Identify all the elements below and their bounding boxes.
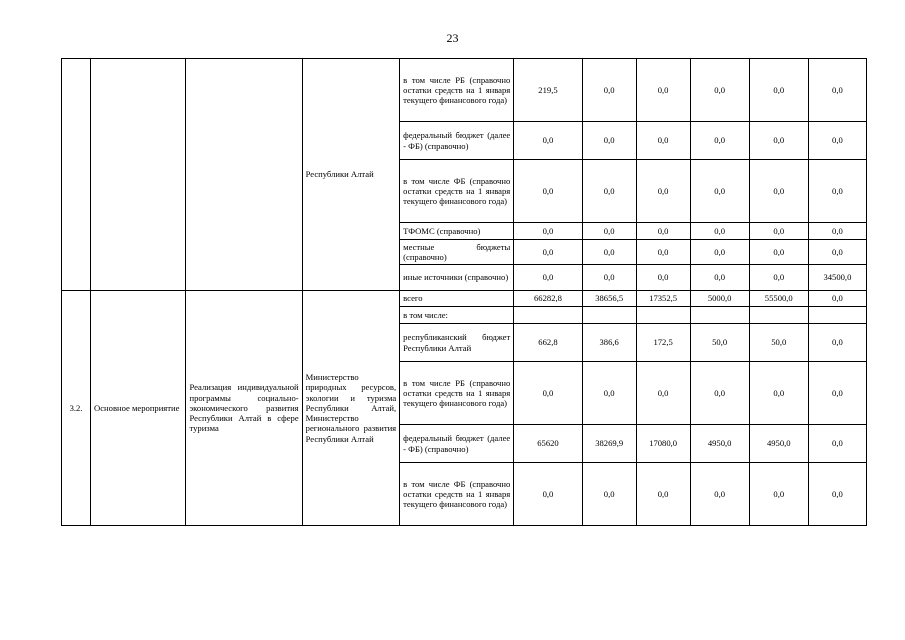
value-cell: 0,0 — [749, 240, 808, 265]
value-cell: 0,0 — [690, 265, 749, 291]
value-cell: 0,0 — [514, 122, 582, 160]
value-cell: 0,0 — [582, 59, 636, 122]
value-cell: 0,0 — [808, 160, 866, 223]
value-cell: 0,0 — [749, 122, 808, 160]
number-cell-empty — [62, 59, 91, 291]
value-cell: 17352,5 — [636, 291, 690, 307]
value-cell: 0,0 — [749, 463, 808, 526]
value-cell: 0,0 — [690, 122, 749, 160]
activity-name: Реализация индивидуальной программы социально-экономического развития Республики Алтай в сфере туризма — [186, 291, 302, 526]
funding-source-cell: федеральный бюджет (далее - ФБ) (справочно) — [400, 425, 514, 463]
value-cell: 0,0 — [514, 223, 582, 240]
value-cell: 0,0 — [636, 265, 690, 291]
value-cell: 0,0 — [808, 122, 866, 160]
value-cell: 0,0 — [808, 425, 866, 463]
value-cell: 38656,5 — [582, 291, 636, 307]
executor-text: Республики Алтай — [305, 169, 374, 180]
value-cell: 0,0 — [514, 362, 582, 425]
funding-source-cell: в том числе: — [400, 307, 514, 324]
value-cell — [808, 307, 866, 324]
value-cell: 0,0 — [636, 362, 690, 425]
budget-table — [61, 58, 867, 526]
value-cell: 0,0 — [514, 240, 582, 265]
funding-source-cell: в том числе РБ (справочно остатки средств на 1 января текущего финансового года) — [400, 59, 514, 122]
value-cell: 0,0 — [636, 240, 690, 265]
value-cell: 0,0 — [582, 265, 636, 291]
value-cell: 662,8 — [514, 324, 582, 362]
value-cell: 0,0 — [690, 59, 749, 122]
funding-source-cell: республиканский бюджет Республики Алтай — [400, 324, 514, 362]
funding-source-cell: в том числе РБ (справочно остатки средств на 1 января текущего финансового года) — [400, 362, 514, 425]
value-cell: 172,5 — [636, 324, 690, 362]
value-cell: 0,0 — [582, 223, 636, 240]
value-cell: 0,0 — [808, 291, 866, 307]
value-cell: 65620 — [514, 425, 582, 463]
continued-block — [62, 59, 867, 291]
value-cell: 0,0 — [690, 463, 749, 526]
value-cell: 386,6 — [582, 324, 636, 362]
name-cell-empty — [186, 59, 302, 291]
funding-source-cell: в том числе ФБ (справочно остатки средств на 1 января текущего финансового года) — [400, 160, 514, 223]
value-cell: 0,0 — [690, 240, 749, 265]
value-cell: 0,0 — [636, 59, 690, 122]
value-cell: 34500,0 — [808, 265, 866, 291]
value-cell: 0,0 — [514, 160, 582, 223]
value-cell: 0,0 — [808, 223, 866, 240]
value-cell: 0,0 — [808, 240, 866, 265]
value-cell: 0,0 — [808, 324, 866, 362]
value-cell — [690, 307, 749, 324]
activity-block-3-2 — [62, 291, 867, 526]
table-row — [62, 291, 867, 307]
activity-number: 3.2. — [62, 291, 91, 526]
value-cell: 0,0 — [636, 160, 690, 223]
value-cell: 0,0 — [514, 265, 582, 291]
value-cell: 5000,0 — [690, 291, 749, 307]
executor-cell — [302, 59, 400, 291]
value-cell: 0,0 — [582, 160, 636, 223]
value-cell: 0,0 — [690, 160, 749, 223]
funding-source-cell: местные бюджеты (справочно) — [400, 240, 514, 265]
value-cell: 0,0 — [636, 223, 690, 240]
funding-source-cell: федеральный бюджет (далее - ФБ) (справочно) — [400, 122, 514, 160]
value-cell: 0,0 — [749, 223, 808, 240]
value-cell: 0,0 — [808, 362, 866, 425]
value-cell — [636, 307, 690, 324]
value-cell: 38269,9 — [582, 425, 636, 463]
value-cell: 0,0 — [690, 362, 749, 425]
value-cell — [582, 307, 636, 324]
activity-type: Основное мероприятие — [91, 291, 186, 526]
activity-executor: Министерство природных ресурсов, экологии и туризма Республики Алтай, Министерство регионального развития Республики Алтай — [302, 291, 400, 526]
value-cell: 0,0 — [808, 59, 866, 122]
value-cell: 0,0 — [582, 463, 636, 526]
value-cell: 0,0 — [690, 223, 749, 240]
value-cell: 0,0 — [749, 265, 808, 291]
value-cell — [749, 307, 808, 324]
value-cell: 0,0 — [514, 463, 582, 526]
funding-source-cell: иные источники (справочно) — [400, 265, 514, 291]
value-cell: 55500,0 — [749, 291, 808, 307]
value-cell: 0,0 — [749, 59, 808, 122]
page-number: 23 — [446, 31, 459, 45]
value-cell: 0,0 — [636, 463, 690, 526]
value-cell: 50,0 — [749, 324, 808, 362]
value-cell: 17080,0 — [636, 425, 690, 463]
value-cell: 219,5 — [514, 59, 582, 122]
value-cell: 66282,8 — [514, 291, 582, 307]
value-cell: 0,0 — [636, 122, 690, 160]
value-cell: 0,0 — [582, 240, 636, 265]
value-cell: 0,0 — [582, 122, 636, 160]
value-cell: 0,0 — [808, 463, 866, 526]
value-cell: 4950,0 — [690, 425, 749, 463]
table-row — [62, 59, 867, 122]
type-cell-empty — [91, 59, 186, 291]
funding-source-cell: ТФОМС (справочно) — [400, 223, 514, 240]
value-cell: 0,0 — [749, 160, 808, 223]
value-cell: 0,0 — [582, 362, 636, 425]
funding-source-cell: в том числе ФБ (справочно остатки средств на 1 января текущего финансового года) — [400, 463, 514, 526]
value-cell — [514, 307, 582, 324]
value-cell: 4950,0 — [749, 425, 808, 463]
funding-source-cell: всего — [400, 291, 514, 307]
value-cell: 0,0 — [749, 362, 808, 425]
value-cell: 50,0 — [690, 324, 749, 362]
